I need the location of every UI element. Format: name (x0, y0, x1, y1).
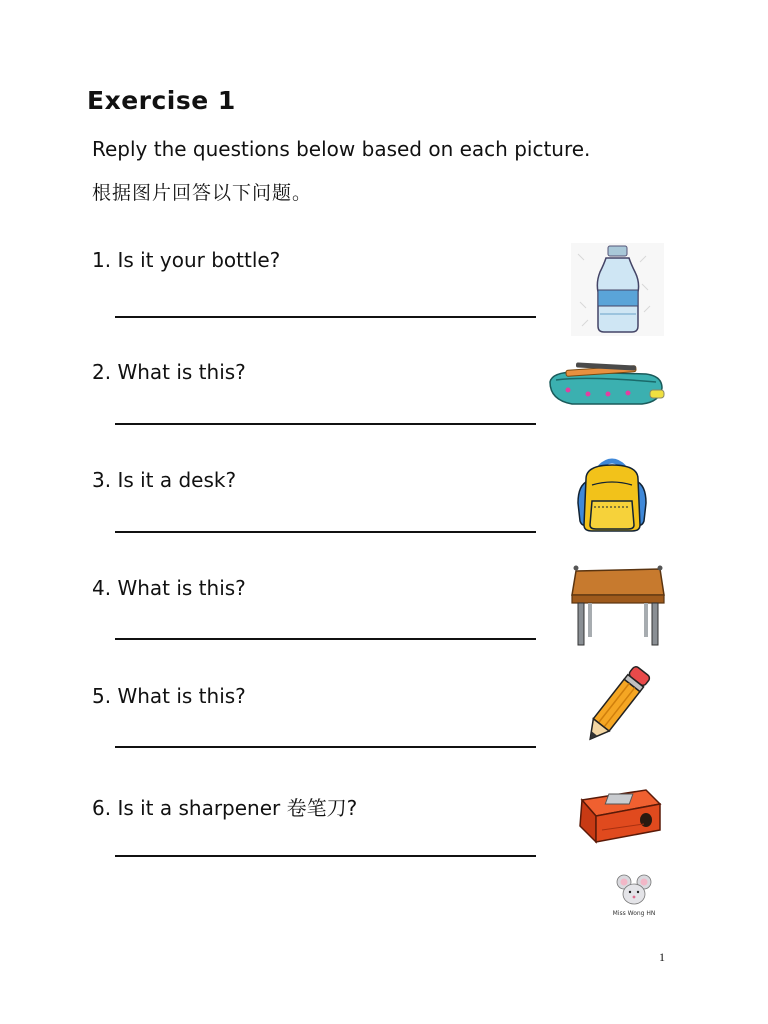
question-1: 1. Is it your bottle? (92, 248, 281, 272)
pencil-icon (576, 660, 656, 752)
question-3: 3. Is it a desk? (92, 468, 237, 492)
question-5: 5. What is this? (92, 684, 246, 708)
backpack-icon (572, 455, 652, 535)
answer-line-4[interactable] (115, 638, 536, 640)
question-4: 4. What is this? (92, 576, 246, 600)
answer-line-2[interactable] (115, 423, 536, 425)
answer-line-1[interactable] (115, 316, 536, 318)
pencil-case-icon (546, 360, 668, 410)
instruction-chinese: 根据图片回答以下问题。 (92, 182, 313, 204)
page-title: Exercise 1 (87, 86, 236, 115)
answer-line-5[interactable] (115, 746, 536, 748)
page-number: 1 (659, 950, 665, 964)
answer-line-6[interactable] (115, 855, 536, 857)
question-2: 2. What is this? (92, 360, 246, 384)
water-bottle-icon (570, 242, 665, 337)
instruction-english: Reply the questions below based on each picture. (92, 137, 591, 161)
answer-line-3[interactable] (115, 531, 536, 533)
question-6: 6. Is it a sharpener 卷笔刀? (92, 796, 358, 820)
desk-icon (568, 563, 666, 648)
sharpener-icon (574, 780, 666, 850)
mouse-logo-icon (606, 870, 662, 920)
logo-text: Miss Wong HN (612, 910, 656, 917)
